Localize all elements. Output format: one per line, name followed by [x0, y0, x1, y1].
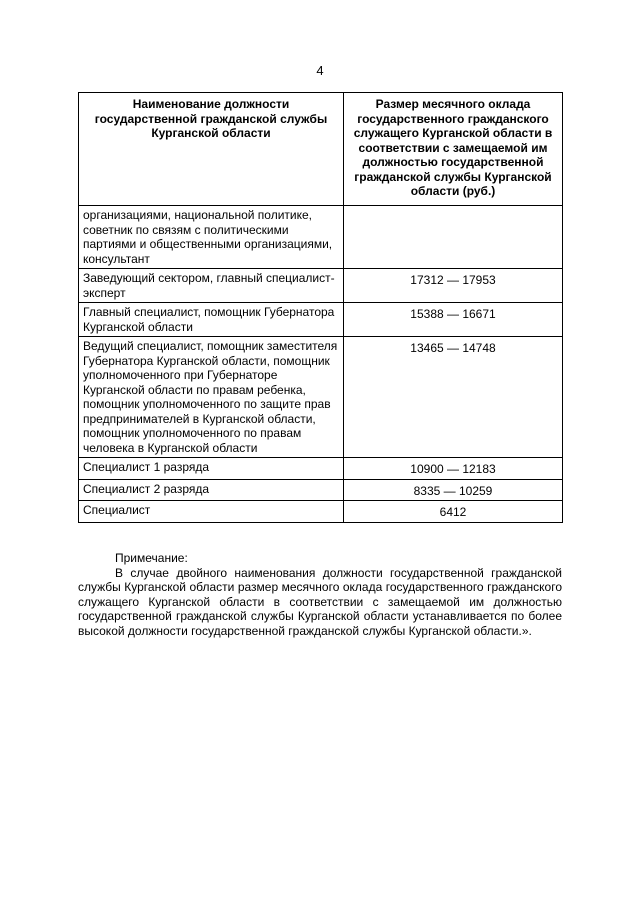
salary-cell: 17312 — 17953	[344, 269, 563, 303]
salary-cell	[344, 206, 563, 269]
column-header-salary: Размер месячного оклада государственного гражданского служащего Курганской области в соответствии с замещаемой им должностью государственной гражданской службы Курганской области (руб.)	[344, 93, 563, 206]
salary-cell: 10900 — 12183	[344, 458, 563, 480]
salary-table	[78, 92, 563, 523]
note-section	[78, 551, 562, 638]
table-row	[79, 501, 563, 523]
note-body: В случае двойного наименования должности государственной гражданской службы Курганской области размер месячного оклада государственного гражданского служащего Курганской области в соответствии с замещаемой им должностью государственной гражданской службы Курганской области устанавливается по более высокой должности государственной гражданской службы Курганской области.».	[78, 565, 562, 638]
table-row	[79, 337, 563, 458]
position-cell: Ведущий специалист, помощник заместителя Губернатора Курганской области, помощник уполномоченного при Губернаторе Курганской области по правам ребенка, помощник уполномоченного по защите прав предпринимателей в Курганской области, помощник уполномоченного по правам человека в Курганской области	[79, 337, 344, 458]
salary-cell: 8335 — 10259	[344, 479, 563, 501]
column-header-position: Наименование должности государственной гражданской службы Курганской области	[79, 93, 344, 206]
salary-cell: 15388 — 16671	[344, 303, 563, 337]
position-cell: Специалист	[79, 501, 344, 523]
position-cell: организациями, национальной политике, советник по связям с политическими партиями и общественными организациями, консультант	[79, 206, 344, 269]
note-title: Примечание:	[115, 551, 188, 565]
page-number: 4	[316, 63, 324, 78]
table-row	[79, 458, 563, 480]
salary-cell: 13465 — 14748	[344, 337, 563, 458]
table-row	[79, 269, 563, 303]
table-row	[79, 479, 563, 501]
table-row	[79, 303, 563, 337]
position-cell: Специалист 2 разряда	[79, 479, 344, 501]
position-cell: Главный специалист, помощник Губернатора Курганской области	[79, 303, 344, 337]
position-cell: Заведующий сектором, главный специалист-эксперт	[79, 269, 344, 303]
table-row	[79, 206, 563, 269]
salary-cell: 6412	[344, 501, 563, 523]
position-cell: Специалист 1 разряда	[79, 458, 344, 480]
table-header-row	[79, 93, 563, 206]
